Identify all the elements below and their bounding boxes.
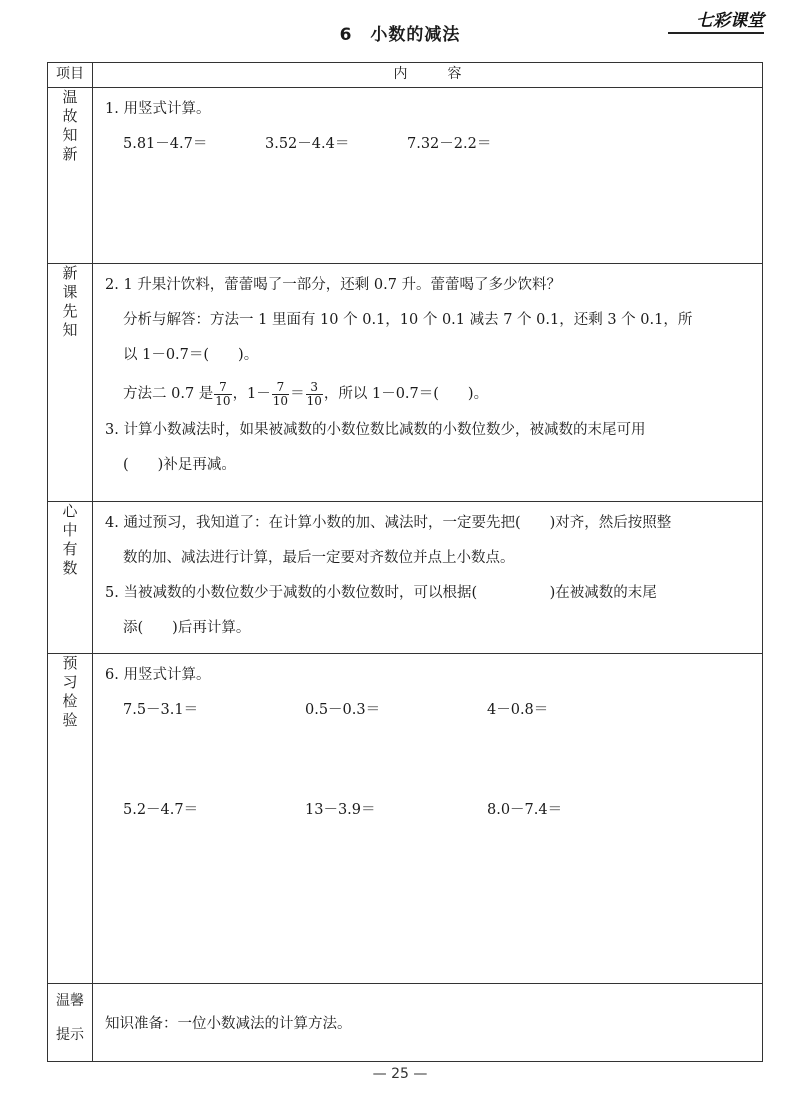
section-check [48,654,763,984]
expression: 0.5－0.3＝ [305,702,381,718]
question-2: 2. 1 升果汁饮料，蕾蕾喝了一部分，还剩 0.7 升。蕾蕾喝了多少饮料？ [105,277,562,293]
expression: 3.52－4.4＝ [265,136,350,152]
expression: 13－3.9＝ [305,802,376,818]
section-review [48,88,763,264]
question-4-line-a: 4. 通过预习，我知道了：在计算小数的加、减法时，一定要先把( )对齐，然后按照整 [105,515,672,531]
section-mind [48,502,763,654]
expression-row [105,699,752,734]
method-1-line-a: 分析与解答：方法一 1 里面有 10 个 0.1，10 个 0.1 减去 7 个 0.1，还剩 3 个 0.1，所 [123,312,693,328]
expression: 4－0.8＝ [487,702,549,718]
label-cell [48,502,93,654]
question-6: 6. 用竖式计算。 [105,667,211,683]
question-5-line-b: 添( )后再计算。 [123,620,251,636]
table-header-row [48,63,763,88]
tip-text: 知识准备：一位小数减法的计算方法。 [105,1016,352,1032]
page-title: 6 小数的减法 [339,25,461,45]
fraction: $\frac{7}{10}$ [215,379,231,408]
content-cell [93,88,763,264]
question-3-line-b: ( )补足再减。 [123,457,236,473]
content-cell [93,502,763,654]
question-5-line-a: 5. 当被减数的小数位数少于减数的小数位数时，可以根据( )在被减数的末尾 [105,585,657,601]
section-tip [48,984,763,1062]
page-number: — 25 — [372,1066,428,1082]
expression: 5.81－4.7＝ [123,136,208,152]
label-cell [48,264,93,502]
expression: 7.5－3.1＝ [123,702,199,718]
expression-row [105,133,752,168]
fraction: $\frac{7}{10}$ [272,379,289,408]
label-cell [48,88,93,264]
spacer [105,734,752,799]
fraction: $\frac{3}{10}$ [306,379,322,408]
expression: 5.2－4.7＝ [123,802,199,818]
brand-logo: 七彩课堂 [696,11,764,31]
content-cell [93,654,763,984]
method-2-line: 方法二 0.7 是 $\frac{7}{10}$ ，1－ $\frac{7}{10}$ ＝ $\frac{3}{10}$ ，所以 1－0.7＝( )。 [123,379,489,408]
question-4-line-b: 数的加、减法进行计算，最后一定要对齐数位并点上小数点。 [123,550,515,566]
section-label-check: 预习检验 [62,654,78,729]
brand-underline [668,32,764,34]
header-content: 内容 [93,63,763,88]
expression-row [105,799,752,834]
content-cell [93,984,763,1062]
expression: 7.32－2.2＝ [407,136,492,152]
label-cell [48,654,93,984]
content-cell [93,264,763,502]
expression: 8.0－7.4＝ [487,802,563,818]
section-new [48,264,763,502]
label-cell [48,984,93,1062]
question-1: 1. 用竖式计算。 [105,101,211,117]
question-3-line-a: 3. 计算小数减法时，如果被减数的小数位数比减数的小数位数少，被减数的末尾可用 [105,422,646,438]
section-label-new: 新课先知 [62,264,78,339]
header-item: 项目 [48,63,93,88]
worksheet-table [47,62,763,1062]
section-label-mind: 心中有数 [62,502,78,577]
method-1-line-b: 以 1－0.7＝( )。 [123,347,259,363]
section-label-tip: 温馨 提示 [56,993,84,1043]
section-label-review: 温故知新 [62,88,78,163]
